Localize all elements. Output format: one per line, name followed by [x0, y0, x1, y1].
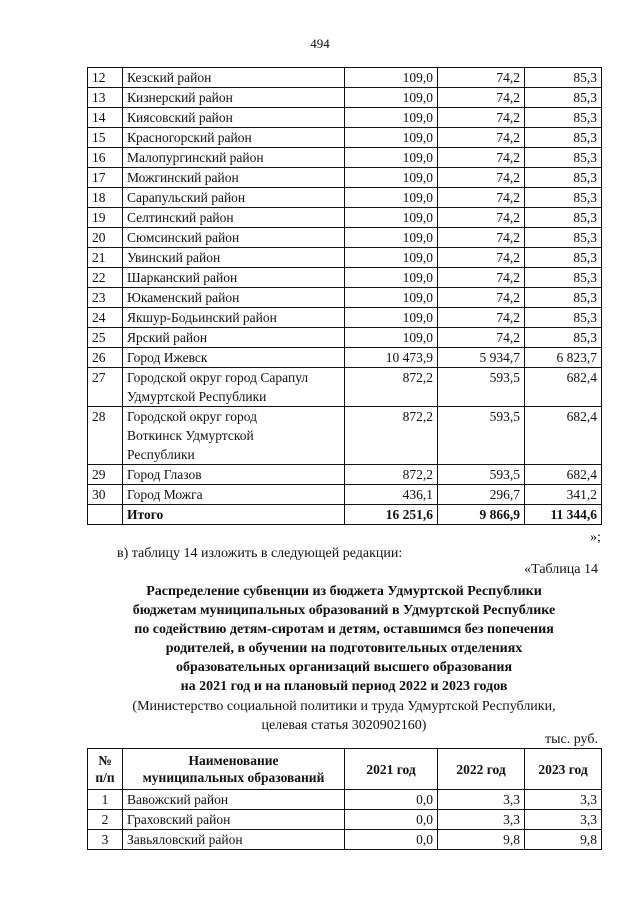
value-2021: 872,2 — [345, 407, 438, 465]
table-row — [88, 268, 602, 288]
value-2022: 74,2 — [438, 208, 525, 228]
municipality-name — [123, 308, 345, 328]
name-line: Республики — [127, 447, 195, 462]
table-row — [88, 830, 602, 850]
value-2022: 74,2 — [438, 268, 525, 288]
title-line: родителей, в обучении на подготовительных отделениях — [165, 641, 523, 656]
header-name-line2: муниципальных образований — [142, 770, 325, 785]
municipality-name — [123, 148, 345, 168]
value-2023: 85,3 — [525, 148, 602, 168]
value-2021: 109,0 — [345, 228, 438, 248]
value-2023: 682,4 — [525, 407, 602, 465]
name-line: Сарапульский район — [127, 190, 246, 205]
municipality-name — [123, 228, 345, 248]
value-2022: 9,8 — [438, 830, 525, 850]
title-line: на 2021 год и на плановый период 2022 и 2023 годов — [180, 679, 508, 694]
row-number: 19 — [88, 208, 123, 228]
value-2022: 5 934,7 — [438, 348, 525, 368]
value-2021: 109,0 — [345, 308, 438, 328]
row-number: 29 — [88, 465, 123, 485]
table-row — [88, 148, 602, 168]
municipality-name — [123, 68, 345, 88]
header-2023: 2023 год — [525, 749, 602, 790]
name-line: Городской округ город Сарапул — [127, 370, 309, 385]
table-row — [88, 168, 602, 188]
value-2021: 0,0 — [345, 810, 438, 830]
value-2021: 109,0 — [345, 268, 438, 288]
table-row — [88, 288, 602, 308]
subvention-table-continued — [87, 67, 602, 525]
value-2021: 109,0 — [345, 68, 438, 88]
table-row — [88, 128, 602, 148]
row-number: 1 — [88, 790, 123, 810]
municipality-name — [123, 348, 345, 368]
table-row — [88, 88, 602, 108]
value-2022: 74,2 — [438, 308, 525, 328]
value-2021: 872,2 — [345, 465, 438, 485]
table-subtitle — [87, 697, 601, 735]
value-2021: 109,0 — [345, 148, 438, 168]
name-line: Город Можга — [127, 487, 203, 502]
value-2021: 0,0 — [345, 790, 438, 810]
value-2022: 74,2 — [438, 108, 525, 128]
table-row — [88, 790, 602, 810]
row-number: 30 — [88, 485, 123, 505]
table-row — [88, 228, 602, 248]
row-number: 15 — [88, 128, 123, 148]
value-2022: 296,7 — [438, 485, 525, 505]
row-number: 18 — [88, 188, 123, 208]
name-line: Якшур-Бодьинский район — [127, 310, 277, 325]
municipality-name — [123, 465, 345, 485]
table-row — [88, 810, 602, 830]
row-number: 23 — [88, 288, 123, 308]
row-number: 13 — [88, 88, 123, 108]
total-empty-cell — [88, 505, 123, 525]
value-2021: 109,0 — [345, 128, 438, 148]
municipality-name — [123, 248, 345, 268]
value-2023: 85,3 — [525, 208, 602, 228]
header-2022: 2022 год — [438, 749, 525, 790]
row-number: 16 — [88, 148, 123, 168]
table-row — [88, 465, 602, 485]
value-2023: 85,3 — [525, 268, 602, 288]
name-line: Городской округ город — [127, 409, 258, 424]
value-2023: 85,3 — [525, 288, 602, 308]
value-2022: 593,5 — [438, 368, 525, 407]
row-number: 17 — [88, 168, 123, 188]
name-line: Киясовский район — [127, 110, 233, 125]
table-title — [87, 582, 601, 696]
name-line: Селтинский район — [127, 210, 234, 225]
header-num-line2: п/п — [95, 770, 115, 785]
municipality-name: Вавожский район — [123, 790, 345, 810]
header-num-line1: № — [98, 753, 112, 768]
subtitle-line: (Министерство социальной политики и труда Удмуртской Республики, — [132, 699, 556, 714]
value-2021: 109,0 — [345, 328, 438, 348]
name-line: Малопургинский район — [127, 150, 264, 165]
subtitle-line: целевая статья 3020902160) — [261, 718, 427, 733]
name-line: Можгинский район — [127, 170, 239, 185]
table-row — [88, 485, 602, 505]
value-2021: 872,2 — [345, 368, 438, 407]
name-line: Город Ижевск — [127, 350, 208, 365]
title-line: по содействию детям-сиротам и детям, оставшимся без попечения — [134, 622, 554, 637]
value-2023: 682,4 — [525, 368, 602, 407]
municipality-name — [123, 288, 345, 308]
municipality-name — [123, 188, 345, 208]
value-2023: 85,3 — [525, 228, 602, 248]
row-number: 27 — [88, 368, 123, 407]
value-2022: 74,2 — [438, 88, 525, 108]
municipality-name — [123, 108, 345, 128]
municipality-name — [123, 268, 345, 288]
name-line: Увинский район — [127, 250, 221, 265]
row-number: 28 — [88, 407, 123, 465]
row-number: 24 — [88, 308, 123, 328]
row-number: 22 — [88, 268, 123, 288]
table-row — [88, 108, 602, 128]
total-label: Итого — [123, 505, 345, 525]
value-2022: 3,3 — [438, 790, 525, 810]
name-line: Удмуртской Республики — [127, 389, 267, 404]
value-2021: 109,0 — [345, 208, 438, 228]
total-row — [88, 505, 602, 525]
value-2023: 3,3 — [525, 810, 602, 830]
header-name-line1: Наименование — [188, 753, 279, 768]
value-2023: 85,3 — [525, 248, 602, 268]
municipality-name — [123, 328, 345, 348]
name-line: Сюмсинский район — [127, 230, 240, 245]
value-2021: 109,0 — [345, 108, 438, 128]
value-2023: 682,4 — [525, 465, 602, 485]
value-2022: 74,2 — [438, 228, 525, 248]
name-line: Город Глазов — [127, 467, 202, 482]
row-number: 2 — [88, 810, 123, 830]
value-2021: 109,0 — [345, 248, 438, 268]
municipality-name — [123, 88, 345, 108]
page-number: 494 — [310, 36, 330, 51]
table-row — [88, 188, 602, 208]
unit-label: тыс. руб. — [545, 732, 598, 747]
table-row — [88, 248, 602, 268]
total-2022: 9 866,9 — [438, 505, 525, 525]
name-line: Юкаменский район — [127, 290, 240, 305]
row-number: 20 — [88, 228, 123, 248]
name-line: Кезский район — [127, 70, 212, 85]
value-2023: 85,3 — [525, 308, 602, 328]
value-2021: 10 473,9 — [345, 348, 438, 368]
row-number: 25 — [88, 328, 123, 348]
table-row — [88, 348, 602, 368]
total-2023: 11 344,6 — [525, 505, 602, 525]
table-header-row — [88, 749, 602, 790]
name-line: Воткинск Удмуртской — [127, 428, 254, 443]
municipality-name: Граховский район — [123, 810, 345, 830]
value-2022: 74,2 — [438, 128, 525, 148]
value-2022: 593,5 — [438, 407, 525, 465]
table-row — [88, 308, 602, 328]
value-2021: 109,0 — [345, 188, 438, 208]
header-2021: 2021 год — [345, 749, 438, 790]
value-2023: 85,3 — [525, 68, 602, 88]
value-2022: 593,5 — [438, 465, 525, 485]
table-row — [88, 407, 602, 465]
row-number: 21 — [88, 248, 123, 268]
table-row — [88, 208, 602, 228]
value-2022: 74,2 — [438, 148, 525, 168]
table-row — [88, 328, 602, 348]
header-num — [88, 749, 123, 790]
municipality-name — [123, 128, 345, 148]
municipality-name — [123, 485, 345, 505]
municipality-name: Завьяловский район — [123, 830, 345, 850]
name-line: Кизнерский район — [127, 90, 233, 105]
table-row — [88, 68, 602, 88]
table-row — [88, 368, 602, 407]
table-number: «Таблица 14 — [524, 562, 598, 577]
table-closing-mark: »; — [590, 530, 601, 545]
title-line: Распределение субвенции из бюджета Удмуртской Республики — [146, 584, 542, 599]
municipality-name — [123, 407, 345, 465]
value-2023: 85,3 — [525, 108, 602, 128]
row-number: 14 — [88, 108, 123, 128]
value-2022: 3,3 — [438, 810, 525, 830]
value-2023: 341,2 — [525, 485, 602, 505]
value-2023: 85,3 — [525, 128, 602, 148]
municipality-name — [123, 168, 345, 188]
municipality-name — [123, 208, 345, 228]
value-2022: 74,2 — [438, 188, 525, 208]
municipality-name — [123, 368, 345, 407]
value-2021: 109,0 — [345, 288, 438, 308]
row-number: 26 — [88, 348, 123, 368]
amendment-intro: в) таблицу 14 изложить в следующей редакции: — [117, 546, 403, 561]
row-number: 3 — [88, 830, 123, 850]
title-line: образовательных организаций высшего образования — [175, 660, 513, 675]
value-2023: 85,3 — [525, 168, 602, 188]
value-2022: 74,2 — [438, 168, 525, 188]
value-2023: 85,3 — [525, 188, 602, 208]
title-line: бюджетам муниципальных образований в Удмуртской Республике — [132, 603, 556, 618]
total-2021: 16 251,6 — [345, 505, 438, 525]
value-2022: 74,2 — [438, 328, 525, 348]
value-2022: 74,2 — [438, 288, 525, 308]
value-2023: 85,3 — [525, 328, 602, 348]
row-number: 12 — [88, 68, 123, 88]
value-2021: 109,0 — [345, 168, 438, 188]
value-2023: 6 823,7 — [525, 348, 602, 368]
value-2021: 109,0 — [345, 88, 438, 108]
header-name — [123, 749, 345, 790]
value-2022: 74,2 — [438, 68, 525, 88]
value-2023: 3,3 — [525, 790, 602, 810]
name-line: Красногорский район — [127, 130, 252, 145]
value-2023: 85,3 — [525, 88, 602, 108]
value-2021: 436,1 — [345, 485, 438, 505]
value-2022: 74,2 — [438, 248, 525, 268]
name-line: Шарканский район — [127, 270, 238, 285]
subvention-table-14 — [87, 748, 602, 850]
name-line: Ярский район — [127, 330, 208, 345]
value-2021: 0,0 — [345, 830, 438, 850]
value-2023: 9,8 — [525, 830, 602, 850]
